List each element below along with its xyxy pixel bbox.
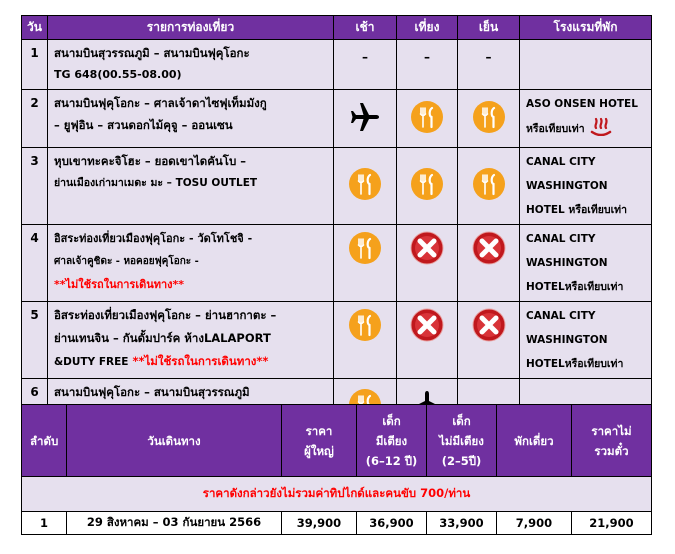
header-child-bed: [357, 405, 427, 477]
day-number: 5: [22, 302, 48, 379]
program-cell: [48, 148, 334, 225]
program-line: ศาลเจ้าคูชิดะ - หอคอยฟุคุโอกะ -: [54, 256, 199, 267]
dash: –: [485, 50, 492, 64]
day-number: 6: [22, 379, 48, 436]
hotel-suffix: HOTEL หรือเทียบเท่า: [526, 204, 627, 216]
cross-icon: [472, 231, 506, 265]
itinerary-row: [22, 148, 652, 225]
price-child-nobed: 33,900: [427, 512, 497, 535]
hotel-name: CANAL CITY WASHINGTON: [526, 233, 608, 269]
hotel-suffix: หรือเทียบเท่า: [526, 123, 585, 135]
dash: –: [424, 50, 430, 64]
program-line: สนามบินสุวรรณภูมิ – สนามบินฟุคุโอกะ: [54, 46, 250, 60]
dinner-cell: [458, 90, 520, 148]
header-date: วันเดินทาง: [67, 405, 282, 477]
header-child-bed-line: (6–12 ปี): [365, 453, 418, 468]
price-no-ticket: 21,900: [572, 512, 652, 535]
program-line: อิสระท่องเที่ยวเมืองฟุคุโอกะ - วัดโทโชจิ -: [54, 232, 253, 245]
hot-spring-icon: [588, 116, 614, 136]
itinerary-header-row: [22, 16, 652, 40]
pricing-note-row: [22, 477, 652, 512]
lunch-cell: [397, 225, 458, 302]
header-child-nobed-line: (2–5ปี): [441, 453, 482, 468]
hotel-cell: [520, 90, 652, 148]
price-child-bed: 36,900: [357, 512, 427, 535]
dinner-cell: [458, 225, 520, 302]
lunch-cell: [397, 148, 458, 225]
header-child-bed-line: เด็ก: [382, 413, 401, 428]
program-line: อิสระท่องเที่ยวเมืองฟุคุโอกะ – ย่านฮากาตะ –: [54, 308, 277, 322]
food-icon: [348, 231, 382, 265]
no-bus-note: **ไม่ใช้รถในการเดินทาง**: [54, 278, 185, 291]
program-line: สนามบินฟุคุโอกะ – สนามบินสุวรรณภูมิ: [54, 385, 250, 399]
header-program: รายการท่องเที่ยว: [48, 16, 334, 40]
breakfast-cell: [334, 90, 397, 148]
food-icon: [410, 167, 444, 201]
header-child-nobed-line: ไม่มีเตียง: [439, 433, 484, 448]
header-hotel: โรงแรมที่พัก: [520, 16, 652, 40]
dinner-cell: [458, 302, 520, 379]
header-child-bed-line: มีเตียง: [375, 433, 408, 448]
itinerary-row: [22, 225, 652, 302]
cross-icon: [410, 231, 444, 265]
hotel-name: CANAL CITY WASHINGTON: [526, 310, 608, 346]
dinner-cell: [458, 148, 520, 225]
no-bus-note: **ไม่ใช้รถในการเดินทาง**: [132, 354, 269, 368]
program-line: หุบเขาทะคะจิโฮะ – ยอดเขาไดคันโบ –: [54, 154, 247, 168]
day-number: 2: [22, 90, 48, 148]
hotel-cell: [520, 302, 652, 379]
hotel-cell: [520, 40, 652, 90]
header-child-nobed-line: เด็ก: [452, 413, 471, 428]
program-line: – ยูฟุอิน – สวนดอกไม้คุจู – ออนเซน: [54, 118, 233, 132]
day-number: 4: [22, 225, 48, 302]
header-day: วัน: [22, 16, 48, 40]
food-icon: [348, 308, 382, 342]
hotel-name: CANAL CITY WASHINGTON: [526, 156, 608, 192]
program-cell: [48, 40, 334, 90]
food-icon: [472, 100, 506, 134]
food-icon: [410, 100, 444, 134]
airplane-icon: [348, 100, 382, 134]
price-adult: 39,900: [282, 512, 357, 535]
hotel-suffix: HOTELหรือเทียบเท่า: [526, 358, 624, 370]
hotel-name: ASO ONSEN HOTEL: [526, 98, 638, 110]
header-no: ลำดับ: [22, 405, 67, 477]
program-line: สนามบินฟุคุโอกะ – ศาลเจ้าดาไซฟุเท็มมังกู: [54, 96, 267, 110]
lunch-cell: [397, 90, 458, 148]
lunch-cell: [397, 40, 458, 90]
header-no-ticket-line: รวมตั๋ว: [594, 443, 629, 458]
breakfast-cell: [334, 225, 397, 302]
food-icon: [348, 167, 382, 201]
itinerary-row: [22, 302, 652, 379]
program-cell: [48, 225, 334, 302]
price-single: 7,900: [497, 512, 572, 535]
cross-icon: [472, 308, 506, 342]
program-line: &DUTY FREE: [54, 356, 129, 368]
header-dinner: เย็น: [458, 16, 520, 40]
day-number: 3: [22, 148, 48, 225]
itinerary-table: [21, 15, 652, 436]
pricing-header-row: [22, 405, 652, 477]
header-single: พักเดี่ยว: [497, 405, 572, 477]
pricing-table: [21, 404, 652, 535]
header-no-ticket: [572, 405, 652, 477]
breakfast-cell: [334, 302, 397, 379]
dinner-cell: [458, 40, 520, 90]
hotel-cell: [520, 225, 652, 302]
breakfast-cell: [334, 148, 397, 225]
program-line: ย่านเทนจิน – กันดั้มปาร์ค ห้างLALAPORT: [54, 331, 271, 345]
header-child-nobed: [427, 405, 497, 477]
program-line: TG 648(00.55-08.00): [54, 68, 182, 81]
header-adult-line: ราคา: [305, 423, 333, 438]
program-cell: [48, 302, 334, 379]
header-adult-line: ผู้ใหญ่: [304, 443, 334, 458]
program-cell: [48, 90, 334, 148]
itinerary-row: [22, 40, 652, 90]
tip-note: ราคาดังกล่าวยังไม่รวมค่าทิปไกด์และคนขับ 700/ท่าน: [22, 477, 652, 512]
price-no: 1: [22, 512, 67, 535]
header-adult: [282, 405, 357, 477]
hotel-suffix: HOTELหรือเทียบเท่า: [526, 281, 624, 293]
dash: –: [362, 50, 368, 64]
program-line: ย่านเมืองเก่ามาเมดะ มะ – TOSU OUTLET: [54, 177, 258, 189]
header-no-ticket-line: ราคาไม่: [591, 423, 632, 438]
travel-date: 29 สิงหาคม – 03 กันยายน 2566: [67, 512, 282, 535]
itinerary-row: [22, 90, 652, 148]
breakfast-cell: [334, 40, 397, 90]
pricing-row: [22, 512, 652, 535]
cross-icon: [410, 308, 444, 342]
hotel-cell: [520, 148, 652, 225]
lunch-cell: [397, 302, 458, 379]
header-lunch: เที่ยง: [397, 16, 458, 40]
day-number: 1: [22, 40, 48, 90]
header-breakfast: เช้า: [334, 16, 397, 40]
food-icon: [472, 167, 506, 201]
